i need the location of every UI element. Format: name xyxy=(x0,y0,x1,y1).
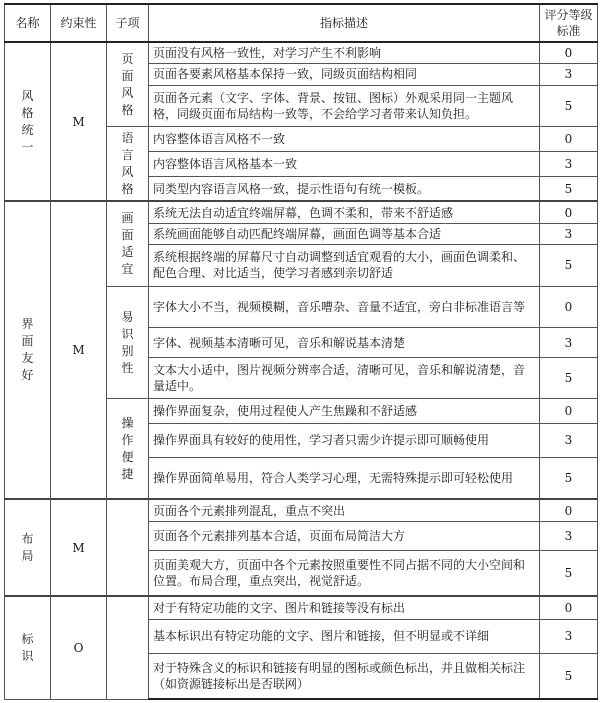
description-cell: 页面各要素风格基本保持一致，同级页面结构相同 xyxy=(149,64,540,85)
score-cell: 3 xyxy=(540,328,598,357)
subitem-cell xyxy=(107,499,149,596)
subitem-cell xyxy=(107,127,149,202)
description-cell: 基本标识出有特定功能的文字、图片和链接，但不明显或不详细 xyxy=(149,620,540,654)
category-cell xyxy=(5,42,51,201)
description-cell: 内容整体语言风格基本一致 xyxy=(149,151,540,176)
score-cell: 5 xyxy=(540,551,598,597)
score-cell: 5 xyxy=(540,653,598,699)
description-cell: 对于有特定功能的文字、图片和链接等没有标出 xyxy=(149,596,540,619)
constraint-cell: M xyxy=(51,499,107,596)
score-cell: 5 xyxy=(540,85,598,127)
score-cell: 5 xyxy=(540,245,598,287)
category-cell xyxy=(5,596,51,699)
score-cell: 3 xyxy=(540,151,598,176)
table-row xyxy=(5,42,598,64)
header-description: 指标描述 xyxy=(149,4,540,42)
score-cell: 3 xyxy=(540,423,598,458)
category-label: 界面友好 xyxy=(21,317,34,383)
score-cell: 5 xyxy=(540,458,598,500)
table-row xyxy=(5,201,598,223)
subitem-cell xyxy=(107,42,149,127)
constraint-cell: M xyxy=(51,201,107,499)
score-cell: 5 xyxy=(540,176,598,201)
subitem-cell xyxy=(107,596,149,699)
score-cell: 5 xyxy=(540,357,598,399)
score-cell: 0 xyxy=(540,499,598,521)
category-label: 风格统一 xyxy=(21,88,34,154)
subitem-label: 画面适宜 xyxy=(121,211,134,277)
description-cell: 系统无法自动适宜终端屏幕，色调不柔和，带来不舒适感 xyxy=(149,201,540,223)
table-row xyxy=(5,596,598,619)
subitem-label: 操作便捷 xyxy=(121,415,134,481)
category-cell xyxy=(5,201,51,499)
description-cell: 系统根据终端的屏幕尺寸自动调整到适宜观看的大小，画面色调柔和、配色合理、对比适当，使学习者感到亲切舒适 xyxy=(149,245,540,287)
description-cell: 文本大小适中，图片视频分辨率合适，清晰可见，音乐和解说清楚，音量适中。 xyxy=(149,357,540,399)
description-cell: 字体大小不当，视频模糊，音乐嘈杂、音量不适宜，旁白非标准语言等 xyxy=(149,286,540,328)
header-name: 名称 xyxy=(5,4,51,42)
score-cell: 0 xyxy=(540,596,598,619)
header-row xyxy=(5,4,598,42)
subitem-cell xyxy=(107,286,149,399)
score-cell: 3 xyxy=(540,64,598,85)
subitem-cell xyxy=(107,399,149,500)
description-cell: 同类型内容语言风格一致，提示性语句有统一模板。 xyxy=(149,176,540,201)
evaluation-table xyxy=(4,3,598,700)
category-cell xyxy=(5,499,51,596)
constraint-cell: M xyxy=(51,42,107,201)
score-cell: 3 xyxy=(540,620,598,654)
category-label: 布局 xyxy=(21,531,34,563)
description-cell: 页面美观大方，页面中各个元素按照重要性不同占据不同的大小空间和位置。布局合理，重点突出，视觉舒适。 xyxy=(149,551,540,597)
score-cell: 0 xyxy=(540,286,598,328)
subitem-label: 易识别性 xyxy=(121,309,134,375)
score-cell: 0 xyxy=(540,42,598,64)
description-cell: 页面没有风格一致性，对学习产生不利影响 xyxy=(149,42,540,64)
description-cell: 页面各元素（文字、字体、背景、按钮、图标）外观采用同一主题风格，同级页面布局结构一致等，不会给学习者带来认知负担。 xyxy=(149,85,540,127)
description-cell: 对于特殊含义的标识和链接有明显的图标或颜色标出，并且做相关标注（如资源链接标出是否联网） xyxy=(149,653,540,699)
description-cell: 字体、视频基本清晰可见，音乐和解说基本清楚 xyxy=(149,328,540,357)
description-cell: 操作界面简单易用，符合人类学习心理，无需特殊提示即可轻松使用 xyxy=(149,458,540,500)
score-cell: 0 xyxy=(540,399,598,423)
subitem-label: 语言风格 xyxy=(121,130,134,196)
header-score: 评分等级标准 xyxy=(540,4,598,42)
subitem-label: 页面风格 xyxy=(121,51,134,117)
description-cell: 内容整体语言风格不一致 xyxy=(149,127,540,152)
score-cell: 0 xyxy=(540,127,598,152)
description-cell: 系统画面能够自动匹配终端屏幕，画面色调等基本合适 xyxy=(149,223,540,244)
description-cell: 操作界面具有较好的使用性，学习者只需少许提示即可顺畅使用 xyxy=(149,423,540,458)
header-constraint: 约束性 xyxy=(51,4,107,42)
description-cell: 页面各个元素排列基本合适，页面布局简洁大方 xyxy=(149,521,540,550)
description-cell: 操作界面复杂，使用过程使人产生焦躁和不舒适感 xyxy=(149,399,540,423)
header-subitem: 子项 xyxy=(107,4,149,42)
score-cell: 3 xyxy=(540,521,598,550)
description-cell: 页面各个元素排列混乱，重点不突出 xyxy=(149,499,540,521)
constraint-cell: O xyxy=(51,596,107,699)
table-row xyxy=(5,499,598,521)
score-cell: 0 xyxy=(540,201,598,223)
score-cell: 3 xyxy=(540,223,598,244)
category-label: 标识 xyxy=(21,631,34,663)
subitem-cell xyxy=(107,201,149,286)
